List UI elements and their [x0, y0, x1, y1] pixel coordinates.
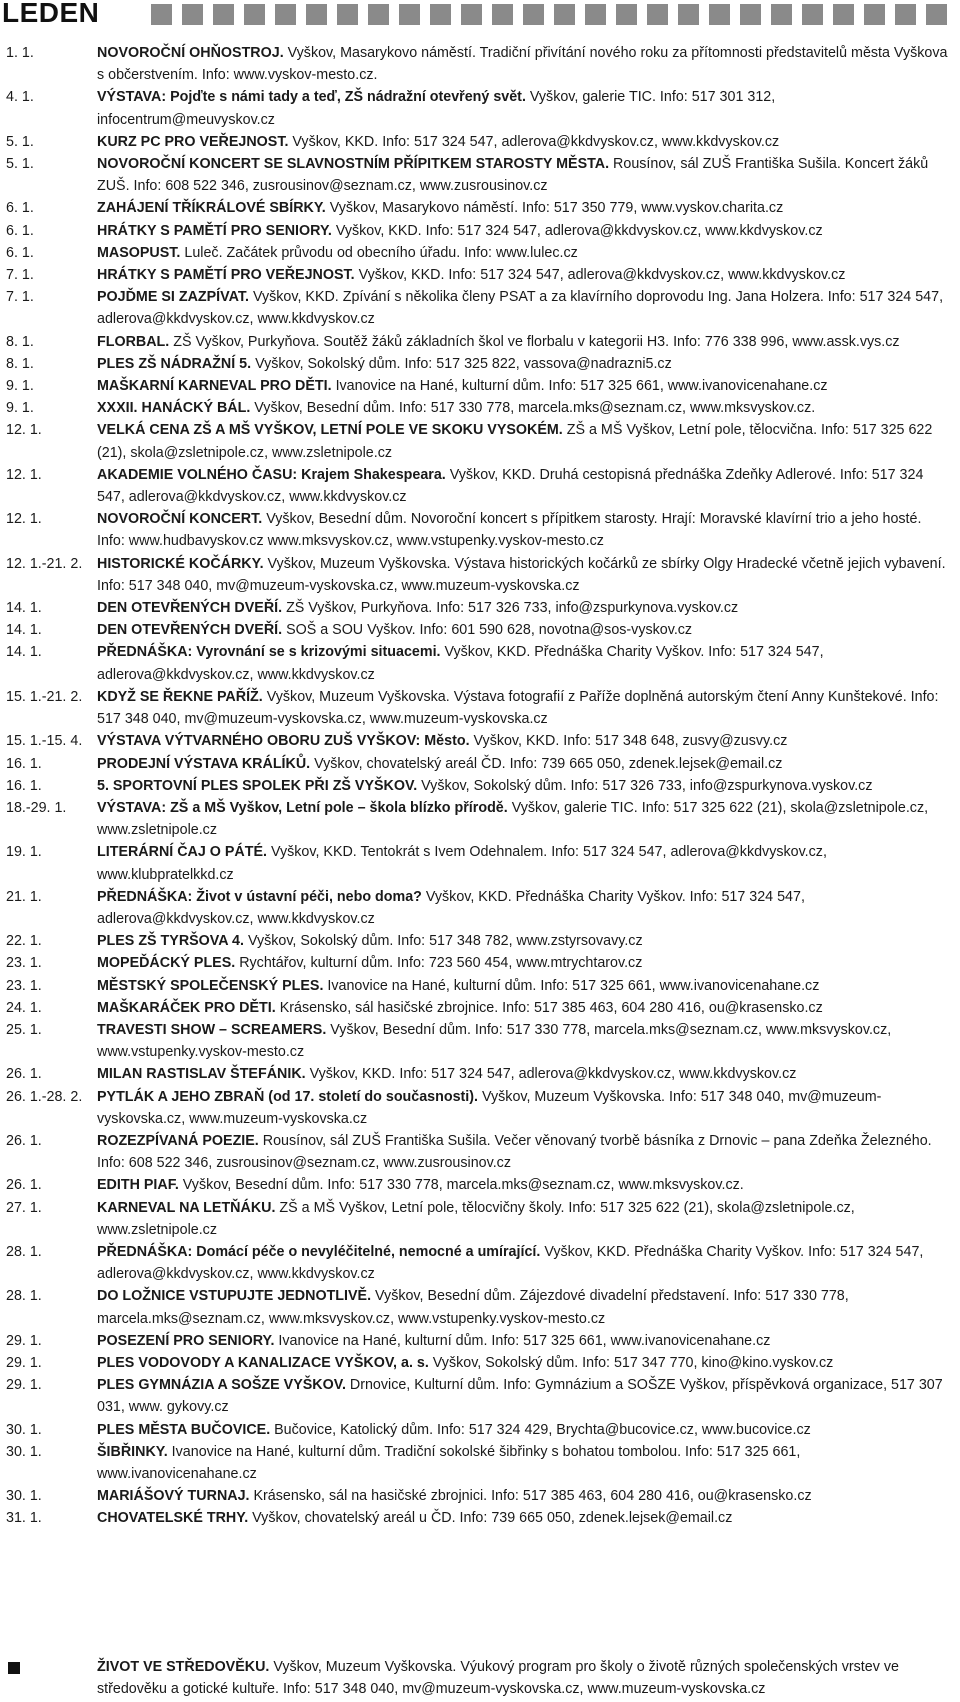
event-name: MAŠKARNÍ KARNEVAL PRO DĚTI.	[97, 378, 332, 395]
event-row	[0, 1063, 960, 1085]
decorative-square	[771, 4, 792, 25]
event-name: PRODEJNÍ VÝSTAVA KRÁLÍKŮ.	[97, 755, 311, 772]
event-date: 12. 1.	[6, 422, 42, 439]
event-name: MĚSTSKÝ SPOLEČENSKÝ PLES.	[97, 977, 324, 994]
event-date: 26. 1.	[6, 1132, 42, 1149]
event-row	[0, 1419, 960, 1441]
event-date: 28. 1.	[6, 1243, 42, 1260]
event-description: Ivanovice na Hané, kulturní dům. Tradiční sokolské šibřinky s bohatou tombolou. Info: 517 325 661, www.ivanovicenahane.cz	[97, 1443, 801, 1482]
event-body	[97, 375, 952, 397]
event-date: 6. 1.	[6, 222, 34, 239]
event-date: 8. 1.	[6, 355, 34, 372]
decorative-square	[492, 4, 513, 25]
event-description: Vyškov, Muzeum Vyškovska. Výstava fotografií z Paříže doplněná autorským čtení Anny Kunštekové. Info: 517 348 040, mv@muzeum-vyskovska.cz, www.muzeum-vyskovska.cz	[97, 688, 939, 728]
event-date: 14. 1.	[6, 622, 42, 639]
event-row	[0, 886, 960, 930]
event-date: 16. 1.	[6, 755, 42, 772]
event-row	[0, 930, 960, 952]
event-name: DEN OTEVŘENÝCH DVEŘÍ.	[97, 600, 283, 617]
event-row	[0, 1086, 960, 1130]
event-date: 9. 1.	[6, 378, 34, 395]
event-date: 28. 1.	[6, 1288, 42, 1305]
event-description: Vyškov, KKD. Info: 517 324 547, adlerova@kkdvyskov.cz, www.kkdvyskov.cz	[331, 222, 823, 239]
event-name: KARNEVAL NA LETŇÁKU.	[97, 1199, 276, 1216]
event-row	[0, 1374, 960, 1418]
event-name: KDYŽ SE ŘEKNE PAŘÍŽ.	[97, 688, 263, 705]
event-body	[97, 197, 952, 219]
decorative-square	[399, 4, 420, 25]
event-description: Vyškov, chovatelský areál u ČD. Info: 739 665 050, zdenek.lejsek@email.cz	[248, 1510, 733, 1527]
event-name: PLES ZŠ TYRŠOVA 4.	[97, 933, 244, 950]
event-body	[97, 242, 952, 264]
event-body	[97, 42, 952, 86]
decorative-square	[740, 4, 761, 25]
month-header	[0, 0, 960, 32]
event-row	[0, 553, 960, 597]
event-body	[97, 1241, 952, 1285]
event-name: PYTLÁK A JEHO ZBRAŇ (od 17. století do současnosti).	[97, 1088, 479, 1105]
event-body	[97, 1086, 952, 1130]
decorative-square	[461, 4, 482, 25]
event-name: TRAVESTI SHOW – SCREAMERS.	[97, 1021, 327, 1038]
event-date: 12. 1.	[6, 511, 42, 528]
event-description: ZŠ Vyškov, Purkyňova. Soutěž žáků základních škol ve florbalu v kategorii H3. Info: 776 338 996, www.assk.vys.cz	[169, 333, 900, 350]
decorative-square	[678, 4, 699, 25]
event-body	[97, 153, 952, 197]
decorative-square	[275, 4, 296, 25]
event-body	[97, 1130, 952, 1174]
event-description: Rousínov, sál ZUŠ Františka Sušila. Večer věnovaný tvorbě básníka z Drnovic – pana Zdeňka Železného. Info: 608 522 346, zusrousinov@seznam.cz, www.zusrousinov.cz	[97, 1132, 932, 1172]
event-date: 19. 1.	[6, 844, 42, 861]
event-description: Drnovice, Kulturní dům. Info: Gymnázium a SOŠZE Vyškov, příspěvková organizace, 517 307 031, www. gykovy.cz	[97, 1377, 943, 1416]
event-description: Vyškov, Muzeum Vyškovska. Výstava historických kočárků ze sbírky Olgy Hradecké včetně jejich vybavení. Info: 517 348 040, mv@muzeum-vyskovska.cz, www.muzeum-vyskovska.cz	[97, 555, 946, 594]
event-date: 22. 1.	[6, 933, 42, 950]
event-name: PLES VODOVODY A KANALIZACE VYŠKOV, a. s.	[97, 1354, 429, 1371]
event-description: Vyškov, chovatelský areál ČD. Info: 739 665 050, zdenek.lejsek@email.cz	[310, 755, 783, 772]
event-body	[97, 930, 952, 952]
decorative-square	[895, 4, 916, 25]
event-description: Vyškov, KKD. Info: 517 324 547, adlerova@kkdvyskov.cz, www.kkdvyskov.cz	[288, 133, 780, 150]
event-row	[0, 1019, 960, 1063]
event-description: Vyškov, galerie TIC. Info: 517 301 312, infocentrum@meuvyskov.cz	[97, 89, 776, 128]
event-row	[0, 397, 960, 419]
event-name: VÝSTAVA: ZŠ a MŠ Vyškov, Letní pole – škola blízko přírodě.	[97, 799, 508, 816]
event-name: LITERÁRNÍ ČAJ O PÁTÉ.	[97, 844, 267, 861]
footer-event-row	[0, 1656, 960, 1700]
event-description: Krásensko, sál hasičské zbrojnice. Info: 517 385 463, 604 280 416, ou@krasensko.cz	[275, 999, 823, 1016]
event-description: Luleč. Začátek průvodu od obecního úřadu. Info: www.lulec.cz	[180, 244, 578, 261]
event-date: 4. 1.	[6, 89, 34, 106]
event-description: Vyškov, Sokolský dům. Info: 517 325 822, vassova@nadrazni5.cz	[251, 355, 672, 372]
event-date: 6. 1.	[6, 200, 34, 217]
event-row	[0, 242, 960, 264]
event-date: 23. 1.	[6, 955, 42, 972]
event-row	[0, 997, 960, 1019]
event-body	[97, 1352, 952, 1374]
event-name: POJĎME SI ZAZPÍVAT.	[97, 289, 249, 306]
event-description: Vyškov, KKD. Přednáška Charity Vyškov. Info: 517 324 547, adlerova@kkdvyskov.cz, www.kkdvyskov.cz	[97, 888, 805, 927]
event-date: 21. 1.	[6, 888, 42, 905]
event-date: 9. 1.	[6, 400, 34, 417]
event-date: 27. 1.	[6, 1199, 42, 1216]
event-description: Vyškov, Sokolský dům. Info: 517 348 782, www.zstyrsovavy.cz	[243, 933, 643, 950]
event-list	[0, 42, 960, 1530]
event-row	[0, 464, 960, 508]
event-body	[97, 753, 952, 775]
event-body	[97, 1419, 952, 1441]
event-body	[97, 1285, 952, 1329]
event-row	[0, 1352, 960, 1374]
event-name: PLES ZŠ NÁDRAŽNÍ 5.	[97, 355, 252, 372]
event-body	[97, 464, 952, 508]
event-body	[97, 1197, 952, 1241]
event-name: XXXII. HANÁCKÝ BÁL.	[97, 400, 251, 417]
event-name: ŠIBŘINKY.	[97, 1443, 168, 1460]
event-date: 26. 1.-28. 2.	[6, 1088, 83, 1105]
event-body	[97, 1019, 952, 1063]
event-body	[97, 1174, 952, 1196]
event-body	[97, 397, 952, 419]
event-name: PŘEDNÁŠKA: Domácí péče o nevyléčitelné, nemocné a umírající.	[97, 1243, 541, 1260]
event-row	[0, 797, 960, 841]
decorative-square	[182, 4, 203, 25]
event-date: 12. 1.-21. 2.	[6, 555, 83, 572]
event-body	[97, 952, 952, 974]
event-description: Ivanovice na Hané, kulturní dům. Info: 517 325 661, www.ivanovicenahane.cz	[274, 1332, 771, 1349]
month-title: LEDEN	[2, 0, 100, 28]
event-row	[0, 841, 960, 885]
event-row	[0, 753, 960, 775]
event-description: Vyškov, Besední dům. Info: 517 330 778, marcela.mks@seznam.cz, www.mksvyskov.cz.	[178, 1177, 744, 1194]
event-name: EDITH PIAF.	[97, 1177, 179, 1194]
event-name: CHOVATELSKÉ TRHY.	[97, 1510, 249, 1527]
event-row	[0, 1197, 960, 1241]
event-row	[0, 264, 960, 286]
decorative-square	[430, 4, 451, 25]
event-date: 24. 1.	[6, 999, 42, 1016]
event-description: Bučovice, Katolický dům. Info: 517 324 429, Brychta@bucovice.cz, www.bucovice.cz	[270, 1421, 811, 1438]
event-name: FLORBAL.	[97, 333, 170, 350]
event-date: 8. 1.	[6, 333, 34, 350]
decorative-square	[864, 4, 885, 25]
event-name: VÝSTAVA VÝTVARNÉHO OBORU ZUŠ VYŠKOV: Město.	[97, 733, 470, 750]
event-date: 26. 1.	[6, 1177, 42, 1194]
event-description: Vyškov, KKD. Druhá cestopisná přednáška Zdeňky Adlerové. Info: 517 324 547, adlerova@kkdvyskov.cz, www.kkdvyskov.cz	[97, 466, 924, 506]
event-description: Vyškov, KKD. Info: 517 324 547, adlerova@kkdvyskov.cz, www.kkdvyskov.cz	[354, 267, 846, 284]
event-row	[0, 353, 960, 375]
event-row	[0, 86, 960, 130]
event-description: Vyškov, Besední dům. Novoroční koncert s přípitkem starosty. Hrají: Moravské klavírní trio a jeho hosté. Info: www.hudbavyskov.cz www.mksvyskov.cz, www.vstupenky.vyskov-mesto.cz	[97, 511, 922, 550]
event-date: 30. 1.	[6, 1443, 42, 1460]
event-row	[0, 730, 960, 752]
event-row	[0, 686, 960, 730]
event-date: 12. 1.	[6, 466, 42, 483]
event-description: Vyškov, Masarykovo náměstí. Tradiční přivítání nového roku za přítomnosti představitelů města Vyškova s občerstvením. Info: www.vyskov-mesto.cz.	[97, 45, 948, 84]
event-row	[0, 375, 960, 397]
square-bullet-icon	[8, 1662, 20, 1674]
event-name: DO LOŽNICE VSTUPUJTE JEDNOTLIVĚ.	[97, 1288, 372, 1305]
event-name: VÝSTAVA: Pojďte s námi tady a teď, ZŠ nádražní otevřený svět.	[97, 89, 526, 106]
decorative-square	[368, 4, 389, 25]
event-row	[0, 331, 960, 353]
footer-section	[0, 1656, 960, 1700]
event-body	[97, 886, 952, 930]
event-date: 6. 1.	[6, 244, 34, 261]
decorative-square	[616, 4, 637, 25]
decorative-square	[833, 4, 854, 25]
event-name: POSEZENÍ PRO SENIORY.	[97, 1332, 275, 1349]
event-row	[0, 1507, 960, 1529]
event-row	[0, 952, 960, 974]
event-body	[97, 1374, 952, 1418]
event-name: HRÁTKY S PAMĚTÍ PRO VEŘEJNOST.	[97, 267, 355, 284]
event-row	[0, 508, 960, 552]
event-description: Vyškov, KKD. Přednáška Charity Vyškov. Info: 517 324 547, adlerova@kkdvyskov.cz, www.kkdvyskov.cz	[97, 1243, 924, 1283]
event-body	[97, 331, 952, 353]
event-description: Vyškov, Sokolský dům. Info: 517 326 733, info@zspurkynova.vyskov.cz	[417, 777, 873, 794]
event-name: PLES MĚSTA BUČOVICE.	[97, 1421, 271, 1438]
event-row	[0, 153, 960, 197]
event-description: ZŠ a MŠ Vyškov, Letní pole, tělocvičny školy. Info: 517 325 622 (21), skola@zsletnipole.cz, www.zsletnipole.cz	[97, 1199, 855, 1238]
event-body	[97, 997, 952, 1019]
event-name: HRÁTKY S PAMĚTÍ PRO SENIORY.	[97, 222, 332, 239]
event-date: 31. 1.	[6, 1510, 42, 1527]
event-date: 30. 1.	[6, 1488, 42, 1505]
event-date: 16. 1.	[6, 777, 42, 794]
event-description: Vyškov, galerie TIC. Info: 517 325 622 (21), skola@zsletnipole.cz, www.zsletnipole.cz	[97, 799, 929, 839]
decorative-square	[337, 4, 358, 25]
event-body	[97, 1485, 952, 1507]
event-date: 29. 1.	[6, 1354, 42, 1371]
event-row	[0, 1441, 960, 1485]
event-body	[97, 220, 952, 242]
event-body	[97, 264, 952, 286]
event-date: 25. 1.	[6, 1021, 42, 1038]
event-date: 30. 1.	[6, 1421, 42, 1438]
event-description: Rousínov, sál ZUŠ Františka Sušila. Koncert žáků ZUŠ. Info: 608 522 346, zusrousinov@seznam.cz, www.zusrousinov.cz	[97, 156, 929, 195]
event-description: Rychtářov, kulturní dům. Info: 723 560 454, www.mtrychtarov.cz	[235, 955, 643, 972]
event-name: MAŠKARÁČEK PRO DĚTI.	[97, 999, 276, 1016]
event-body	[97, 841, 952, 885]
event-row	[0, 220, 960, 242]
event-row	[0, 42, 960, 86]
event-description: SOŠ a SOU Vyškov. Info: 601 590 628, novotna@sos-vyskov.cz	[282, 622, 693, 639]
event-body	[97, 975, 952, 997]
event-row	[0, 1130, 960, 1174]
event-name: MARIÁŠOVÝ TURNAJ.	[97, 1488, 250, 1505]
event-description: Vyškov, KKD. Tentokrát s Ivem Odehnalem. Info: 517 324 547, adlerova@kkdvyskov.cz, www.klubpratelkkd.cz	[97, 844, 827, 883]
event-name: NOVOROČNÍ KONCERT SE SLAVNOSTNÍM PŘÍPITKEM STAROSTY MĚSTA.	[97, 156, 610, 173]
decorative-square	[306, 4, 327, 25]
event-row	[0, 975, 960, 997]
event-row	[0, 419, 960, 463]
decorative-square	[647, 4, 668, 25]
decorative-square	[213, 4, 234, 25]
event-body	[97, 286, 952, 330]
event-date: 23. 1.	[6, 977, 42, 994]
event-row	[0, 775, 960, 797]
decorative-square	[523, 4, 544, 25]
event-date: 7. 1.	[6, 267, 34, 284]
event-date: 15. 1.-21. 2.	[6, 688, 83, 705]
event-body	[97, 597, 952, 619]
event-date: 15. 1.-15. 4.	[6, 733, 83, 750]
event-body	[97, 553, 952, 597]
event-name: NOVOROČNÍ OHŇOSTROJ.	[97, 45, 284, 61]
event-date: 5. 1.	[6, 133, 34, 150]
event-date: 18.-29. 1.	[6, 799, 67, 816]
event-description: Vyškov, KKD. Info: 517 348 648, zusvy@zusvy.cz	[469, 733, 788, 750]
event-description: Vyškov, Besední dům. Zájezdové divadelní představení. Info: 517 330 778, marcela.mks@seznam.cz, www.mksvyskov.cz, www.vstupenky.vyskov-mesto.cz	[97, 1288, 849, 1327]
event-name: ZAHÁJENÍ TŘÍKRÁLOVÉ SBÍRKY.	[97, 200, 326, 217]
event-description: ZŠ a MŠ Vyškov, Letní pole, tělocvična. Info: 517 325 622 (21), skola@zsletnipole.cz, www.zsletnipole.cz	[97, 422, 933, 461]
event-name: DEN OTEVŘENÝCH DVEŘÍ.	[97, 622, 283, 639]
event-description: Ivanovice na Hané, kulturní dům. Info: 517 325 661, www.ivanovicenahane.cz	[331, 378, 828, 395]
event-body	[97, 775, 952, 797]
event-name: MOPEĎÁCKÝ PLES.	[97, 955, 236, 972]
event-body	[97, 797, 952, 841]
event-description: Vyškov, Besední dům. Info: 517 330 778, marcela.mks@seznam.cz, www.mksvyskov.cz.	[250, 400, 816, 417]
event-name: 5. SPORTOVNÍ PLES SPOLEK PŘI ZŠ VYŠKOV.	[97, 777, 418, 794]
event-row	[0, 1285, 960, 1329]
event-date: 14. 1.	[6, 644, 42, 661]
event-date: 26. 1.	[6, 1066, 42, 1083]
event-date: 7. 1.	[6, 289, 34, 306]
event-row	[0, 286, 960, 330]
event-description: Vyškov, KKD. Zpívání s několika členy PSAT a za klavírního doprovodu Ing. Jana Holzera. Info: 517 324 547, adlerova@kkdvyskov.cz, www.kkdvyskov.cz	[97, 289, 944, 328]
event-row	[0, 1485, 960, 1507]
event-date: 14. 1.	[6, 600, 42, 617]
event-name: PLES GYMNÁZIA A SOŠZE VYŠKOV.	[97, 1377, 346, 1394]
event-body	[97, 508, 952, 552]
event-body	[97, 1330, 952, 1352]
event-description: Vyškov, Muzeum Vyškovska. Info: 517 348 040, mv@muzeum-vyskovska.cz, www.muzeum-vyskovska.cz	[97, 1088, 882, 1127]
event-body	[97, 641, 952, 685]
event-row	[0, 619, 960, 641]
footer-event-description: Vyškov, Muzeum Vyškovska. Výukový program pro školy o životě různých společenských vrstev ve středověku a gotické kultuře. Info: 517 348 040, mv@muzeum-vyskovska.cz, www.muzeum-vyskovska.cz	[97, 1659, 899, 1698]
event-name: MILAN RASTISLAV ŠTEFÁNIK.	[97, 1066, 306, 1083]
event-name: NOVOROČNÍ KONCERT.	[97, 511, 263, 528]
footer-event-body	[97, 1656, 952, 1700]
decorative-square	[926, 4, 947, 25]
decorative-square	[709, 4, 730, 25]
event-description: Vyškov, KKD. Přednáška Charity Vyškov. Info: 517 324 547, adlerova@kkdvyskov.cz, www.kkdvyskov.cz	[97, 644, 824, 683]
event-description: Ivanovice na Hané, kulturní dům. Info: 517 325 661, www.ivanovicenahane.cz	[323, 977, 820, 994]
event-description: Krásensko, sál na hasičské zbrojnici. Info: 517 385 463, 604 280 416, ou@krasensko.cz	[249, 1488, 812, 1505]
decorative-square-strip	[151, 4, 960, 26]
event-name: AKADEMIE VOLNÉHO ČASU: Krajem Shakespeara.	[97, 466, 446, 483]
event-row	[0, 597, 960, 619]
event-body	[97, 1441, 952, 1485]
event-description: Vyškov, Besední dům. Info: 517 330 778, marcela.mks@seznam.cz, www.mksvyskov.cz, www.vstupenky.vyskov-mesto.cz	[97, 1021, 892, 1061]
event-body	[97, 686, 952, 730]
event-row	[0, 1241, 960, 1285]
decorative-square	[802, 4, 823, 25]
event-description: Vyškov, Sokolský dům. Info: 517 347 770, kino@kino.vyskov.cz	[428, 1354, 834, 1371]
event-row	[0, 197, 960, 219]
event-body	[97, 419, 952, 463]
event-body	[97, 131, 952, 153]
event-row	[0, 1174, 960, 1196]
event-name: HISTORICKÉ KOČÁRKY.	[97, 555, 264, 572]
event-name: MASOPUST.	[97, 244, 181, 261]
event-name: PŘEDNÁŠKA: Vyrovnání se s krizovými situacemi.	[97, 644, 441, 661]
event-date: 1. 1.	[6, 45, 34, 61]
event-date: 29. 1.	[6, 1377, 42, 1394]
event-description: Vyškov, KKD. Info: 517 324 547, adlerova@kkdvyskov.cz, www.kkdvyskov.cz	[305, 1066, 797, 1083]
decorative-square	[151, 4, 172, 25]
event-body	[97, 353, 952, 375]
decorative-square	[244, 4, 265, 25]
event-date: 29. 1.	[6, 1332, 42, 1349]
event-date: 5. 1.	[6, 156, 34, 173]
event-name: VELKÁ CENA ZŠ A MŠ VYŠKOV, LETNÍ POLE VE SKOKU VYSOKÉM.	[97, 422, 563, 439]
event-description: Vyškov, Masarykovo náměstí. Info: 517 350 779, www.vyskov.charita.cz	[325, 200, 784, 217]
event-name: ROZEZPÍVANÁ POEZIE.	[97, 1132, 259, 1149]
event-description: ZŠ Vyškov, Purkyňova. Info: 517 326 733, info@zspurkynova.vyskov.cz	[282, 600, 739, 617]
decorative-square	[585, 4, 606, 25]
footer-event-name: ŽIVOT VE STŘEDOVĚKU.	[97, 1659, 270, 1675]
event-name: KURZ PC PRO VEŘEJNOST.	[97, 133, 289, 150]
event-body	[97, 1507, 952, 1529]
event-row	[0, 641, 960, 685]
event-body	[97, 619, 952, 641]
event-row	[0, 1330, 960, 1352]
event-body	[97, 86, 952, 130]
event-row	[0, 131, 960, 153]
decorative-square	[554, 4, 575, 25]
event-body	[97, 730, 952, 752]
event-body	[97, 1063, 952, 1085]
event-name: PŘEDNÁŠKA: Život v ústavní péči, nebo doma?	[97, 888, 422, 905]
